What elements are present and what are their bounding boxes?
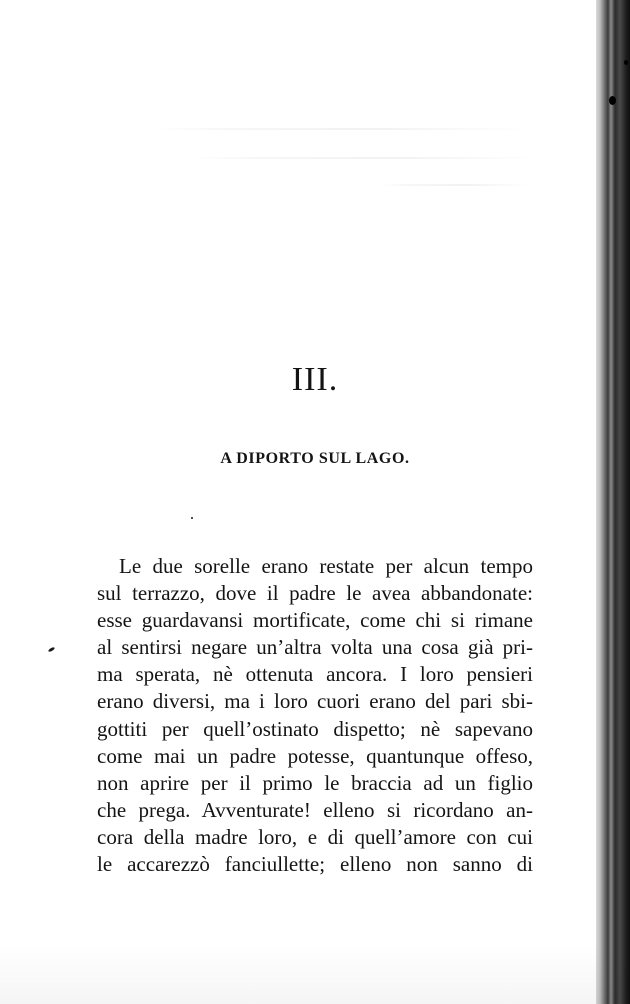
bleed-through-mark xyxy=(150,128,530,130)
ink-spot xyxy=(609,96,616,105)
chapter-paragraph xyxy=(97,553,533,878)
bleed-through-mark xyxy=(380,184,530,186)
bleed-through-mark xyxy=(190,157,540,159)
ink-spot xyxy=(624,60,628,65)
ink-speck xyxy=(191,517,193,519)
text-line: come mai un padre potesse, quantunque offeso, xyxy=(97,743,533,768)
chapter-title: A DIPORTO SUL LAGO. xyxy=(220,450,410,467)
text-line: non aprire per il primo le braccia ad un figlio xyxy=(97,770,533,795)
text-line: che prega. Avventurate! elleno si ricordano an- xyxy=(97,797,533,822)
page-binding-edge xyxy=(596,0,630,1004)
text-line: ma sperata, nè ottenuta ancora. I loro pensieri xyxy=(97,662,533,687)
text-line: sul terrazzo, dove il padre le avea abbandonate: xyxy=(97,581,533,606)
text-line: al sentirsi negare un’altra volta una cosa già pri- xyxy=(97,635,533,660)
text-line: cora della madre loro, e di quell’amore con cui xyxy=(97,824,533,849)
text-line: Le due sorelle erano restate per alcun tempo xyxy=(119,554,533,578)
ink-speck xyxy=(48,646,56,652)
chapter-number: III. xyxy=(291,361,339,398)
page-foot-shadow xyxy=(0,944,630,1004)
text-line: gottiti per quell’ostinato dispetto; nè sapevano xyxy=(97,716,533,741)
text-line: erano diversi, ma i loro cuori erano del pari sbi- xyxy=(97,689,533,714)
text-line: le accarezzò fanciullette; elleno non sanno di xyxy=(97,852,533,877)
text-line: esse guardavansi mortificate, come chi si rimane xyxy=(97,608,533,633)
